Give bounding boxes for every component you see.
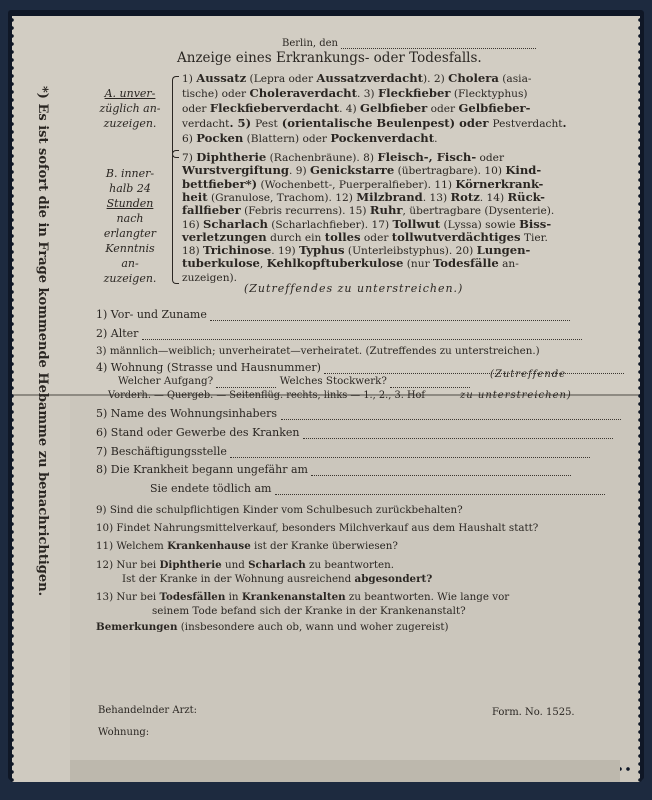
section-b-brace [172, 150, 179, 284]
perforation-left [9, 16, 15, 782]
disease-line: bettfieber*) (Wochenbett-, Puerperalfieber). 11) Körnerkrank- [182, 176, 544, 191]
field-occupation: 6) Stand oder Gewerbe des Kranken [96, 426, 613, 439]
disease-line: zuzeigen). [182, 271, 238, 284]
underline-note: (Zutreffendes zu unterstreichen.) [244, 282, 464, 295]
disease-line: tuberkulose, Kehlkopftuberkulose (nur Todesfälle an- [182, 256, 519, 271]
disease-line: verletzungen durch ein tolles oder tollwutverdächtiges Tier. [182, 229, 548, 244]
disease-line: 18) Trichinose. 19) Typhus (Unterleibstyphus). 20) Lungen- [182, 243, 531, 258]
disease-line: Wurstvergiftung. 9) Genickstarre (übertragbare). 10) Kind- [182, 163, 542, 178]
field-name: 1) Vor- und Zuname [96, 308, 570, 321]
field-onset: 8) Die Krankheit begann ungefähr am [96, 463, 571, 476]
field-deaths: 13) Nur bei Todesfällen in Krankenanstalten zu beantworten. Wie lange vor [96, 591, 510, 603]
disease-line: 7) Diphtherie (Rachenbräune). 8) Fleisch-, Fisch- oder [182, 150, 505, 164]
field-remarks: Bemerkungen (insbesondere auch ob, wann und woher zugereist) [96, 621, 449, 633]
disease-line: oder Fleckfieberverdacht. 4) Gelbfieber oder Gelbfieber- [182, 101, 531, 115]
field-death: Sie endete tödlich am [150, 482, 605, 495]
field-workplace: 7) Beschäftigungsstelle [96, 445, 590, 458]
bottom-flap [70, 760, 620, 782]
disease-line: tische) oder Choleraverdacht. 3) Fleckfieber (Flecktyphus) [182, 86, 528, 100]
doctor-label: Behandelnder Arzt: [98, 705, 198, 716]
field-food-sale: 10) Findet Nahrungsmittelverkauf, besonders Milchverkauf aus dem Haushalt statt? [96, 522, 539, 534]
address-label: Wohnung: [98, 727, 150, 738]
form-title: Anzeige eines Erkrankungs- oder Todesfalls. [177, 50, 482, 66]
disease-line: heit (Granulose, Trachom). 12) Milzbrand. 13) Rotz. 14) Rück- [182, 189, 545, 204]
field-address: 4) Wohnung (Strasse und Hausnummer) [96, 361, 624, 374]
field-hospital: 11) Welchem Krankenhause ist der Kranke überwiesen? [96, 540, 398, 552]
field-entrance: Welcher Aufgang? Welches Stockwerk? [118, 375, 470, 388]
field-stay: seinem Tode befand sich der Kranke in der Krankenanstalt? [152, 605, 466, 617]
field-diphtheria: 12) Nur bei Diphtherie und Scharlach zu beantworten. [96, 559, 395, 571]
field-tenant: 5) Name des Wohnungsinhabers [96, 407, 621, 420]
section-a-label: A. unver- züglich an- zuzeigen. [99, 87, 161, 130]
field-note-2: zu unterstreichen) [460, 390, 572, 401]
section-b-label: B. inner- halb 24 Stunden nach erlangter Kenntnis an- zuzeigen. [103, 167, 157, 285]
field-isolated: Ist der Kranke in der Wohnung ausreichend abgesondert? [122, 573, 433, 585]
place-date-line: Berlin, den [282, 38, 536, 49]
side-note: *) Es ist sofort die in Frage kommende Hebamme zu benachrichtigen. [35, 86, 50, 597]
disease-line: verdacht. 5) Pest (orientalische Beulenpest) oder Pestverdacht. [182, 116, 567, 130]
field-building: Vorderh. — Quergeb. — Seitenflüg. rechts, links — 1., 2., 3. Hof [108, 390, 426, 401]
disease-line: 6) Pocken (Blattern) oder Pockenverdacht. [182, 131, 438, 145]
section-a-brace [172, 76, 179, 158]
field-age: 2) Alter [96, 327, 582, 340]
disease-line: fallfieber (Febris recurrens). 15) Ruhr, übertragbare (Dysenterie). [182, 203, 555, 218]
perforation-right [637, 16, 643, 782]
form-number: Form. No. 1525. [492, 707, 575, 718]
disease-line: 16) Scharlach (Scharlachfieber). 17) Tollwut (Lyssa) sowie Biss- [182, 216, 552, 231]
disease-line: 1) Aussatz (Lepra oder Aussatzverdacht). 2) Cholera (asia- [182, 71, 532, 85]
letter-card [12, 16, 640, 782]
field-sex: 3) männlich—weiblich; unverheiratet—verheiratet. (Zutreffendes zu unterstreichen.) [96, 345, 540, 357]
field-note-1: (Zutreffende [490, 369, 567, 380]
field-school: 9) Sind die schulpflichtigen Kinder vom Schulbesuch zurückbehalten? [96, 504, 463, 516]
